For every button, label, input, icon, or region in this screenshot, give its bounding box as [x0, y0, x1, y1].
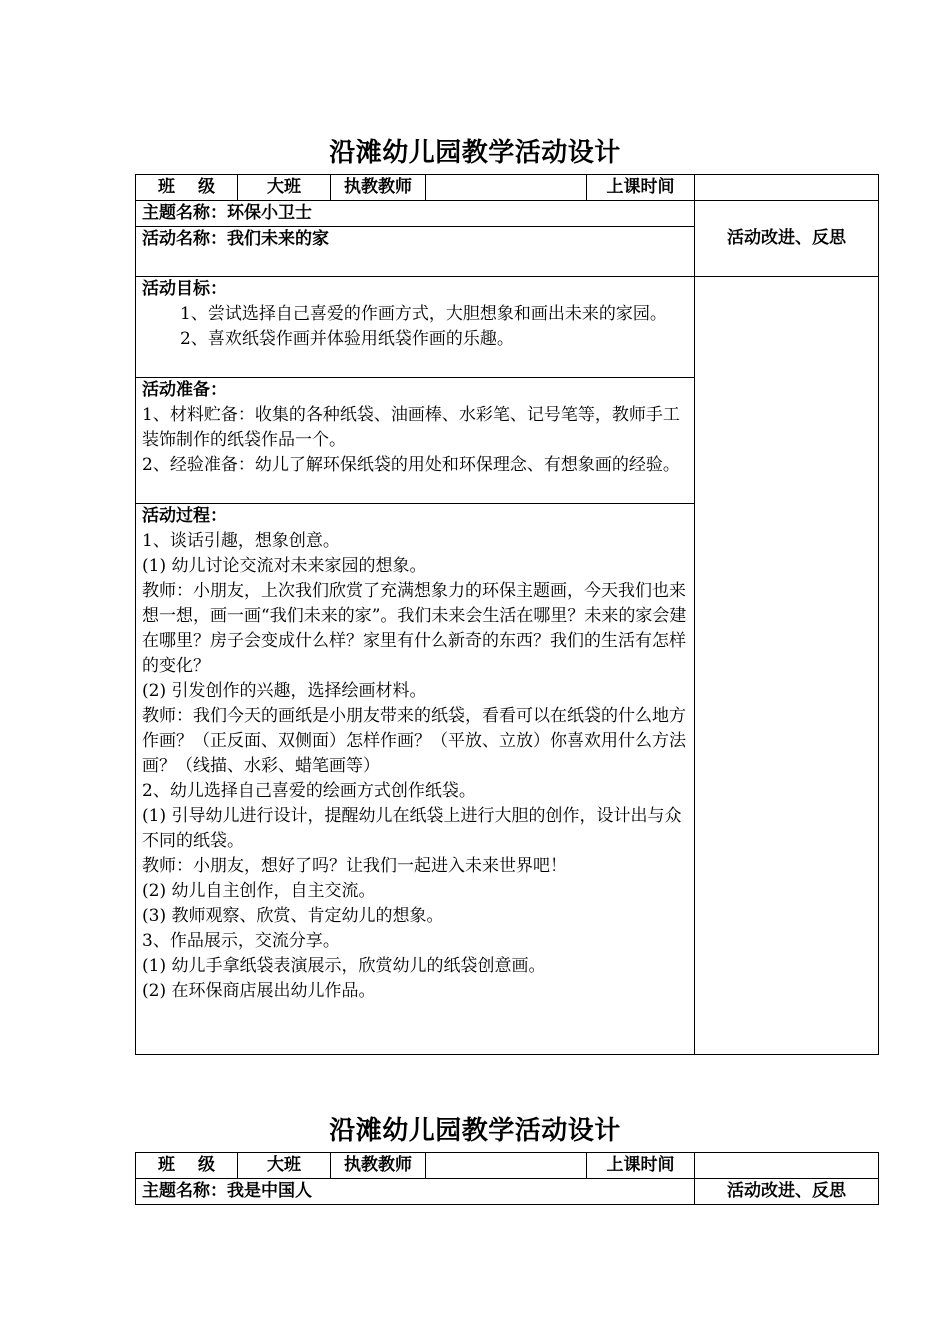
goals-section: [136, 277, 695, 378]
prep-item: 1、材料贮备：收集的各种纸袋、油画棒、水彩笔、记号笔等，教师手工装饰制作的纸袋作品一个。: [142, 405, 680, 450]
page-title: 沿滩幼儿园教学活动设计: [329, 138, 621, 168]
process-section: [136, 504, 695, 1055]
goal-item: 1、尝试选择自己喜爱的作画方式，大胆想象和画出未来的家园。: [180, 304, 667, 324]
lesson-plan-table: [135, 174, 879, 1055]
process-line: 教师：小朋友，上次我们欣赏了充满想象力的环保主题画，今天我们也来想一想，画一画“我们未来的家”。我们未来会生活在哪里？未来的家会建在哪里？房子会变成什么样？家里有什么新奇的东西？我们的生活有怎样的变化？: [142, 581, 687, 676]
teacher-label: 执教教师: [331, 1153, 426, 1179]
process-line: (2) 引发创作的兴趣，选择绘画材料。: [142, 681, 427, 701]
process-line: 教师：小朋友，想好了吗？让我们一起进入未来世界吧！: [142, 856, 567, 876]
time-value: [695, 1153, 879, 1179]
teacher-label: 执教教师: [331, 175, 426, 201]
class-label: 班 级: [136, 1153, 238, 1179]
lesson-plan-table-2: [135, 1152, 879, 1205]
process-heading: 活动过程：: [142, 506, 227, 526]
class-value: 大班: [238, 1153, 331, 1179]
process-line: (2) 幼儿自主创作，自主交流。: [142, 881, 376, 901]
process-line: (3) 教师观察、欣赏、肯定幼儿的想象。: [142, 906, 444, 926]
teacher-value: [426, 1153, 587, 1179]
theme-name: 主题名称：环保小卫士: [136, 201, 695, 227]
process-line: (1) 幼儿手拿纸袋表演展示，欣赏幼儿的纸袋创意画。: [142, 956, 546, 976]
class-label: 班 级: [136, 175, 238, 201]
page-title-2: 沿滩幼儿园教学活动设计: [329, 1116, 621, 1146]
prep-item: 2、经验准备：幼儿了解环保纸袋的用处和环保理念、有想象画的经验。: [142, 455, 680, 475]
prep-heading: 活动准备：: [142, 380, 227, 400]
process-line: (1) 引导幼儿进行设计，提醒幼儿在纸袋上进行大胆的创作，设计出与众不同的纸袋。: [142, 806, 682, 851]
process-line: (2) 在环保商店展出幼儿作品。: [142, 981, 376, 1001]
process-line: 教师：我们今天的画纸是小朋友带来的纸袋，看看可以在纸袋的什么地方作画？（正反面、双侧面）怎样作画？（平放、立放）你喜欢用什么方法画？（线描、水彩、蜡笔画等）: [142, 706, 686, 776]
goals-heading: 活动目标：: [142, 279, 227, 299]
teacher-value: [426, 175, 587, 201]
reflection-label: 活动改进、反思: [695, 1179, 879, 1205]
preparation-section: [136, 378, 695, 504]
time-value: [695, 175, 879, 201]
class-value: 大班: [238, 175, 331, 201]
process-line: 1、谈话引趣，想象创意。: [142, 531, 340, 551]
time-label: 上课时间: [587, 175, 695, 201]
goal-item: 2、喜欢纸袋作画并体验用纸袋作画的乐趣。: [180, 329, 514, 349]
theme-name: 主题名称：我是中国人: [136, 1179, 695, 1205]
process-line: (1) 幼儿讨论交流对未来家园的想象。: [142, 556, 427, 576]
reflection-cell: [695, 277, 879, 1055]
activity-name: 活动名称：我们未来的家: [136, 227, 695, 277]
reflection-label: 活动改进、反思: [695, 201, 879, 277]
process-line: 2、幼儿选择自己喜爱的绘画方式创作纸袋。: [142, 781, 476, 801]
process-line: 3、作品展示，交流分享。: [142, 931, 340, 951]
time-label: 上课时间: [587, 1153, 695, 1179]
